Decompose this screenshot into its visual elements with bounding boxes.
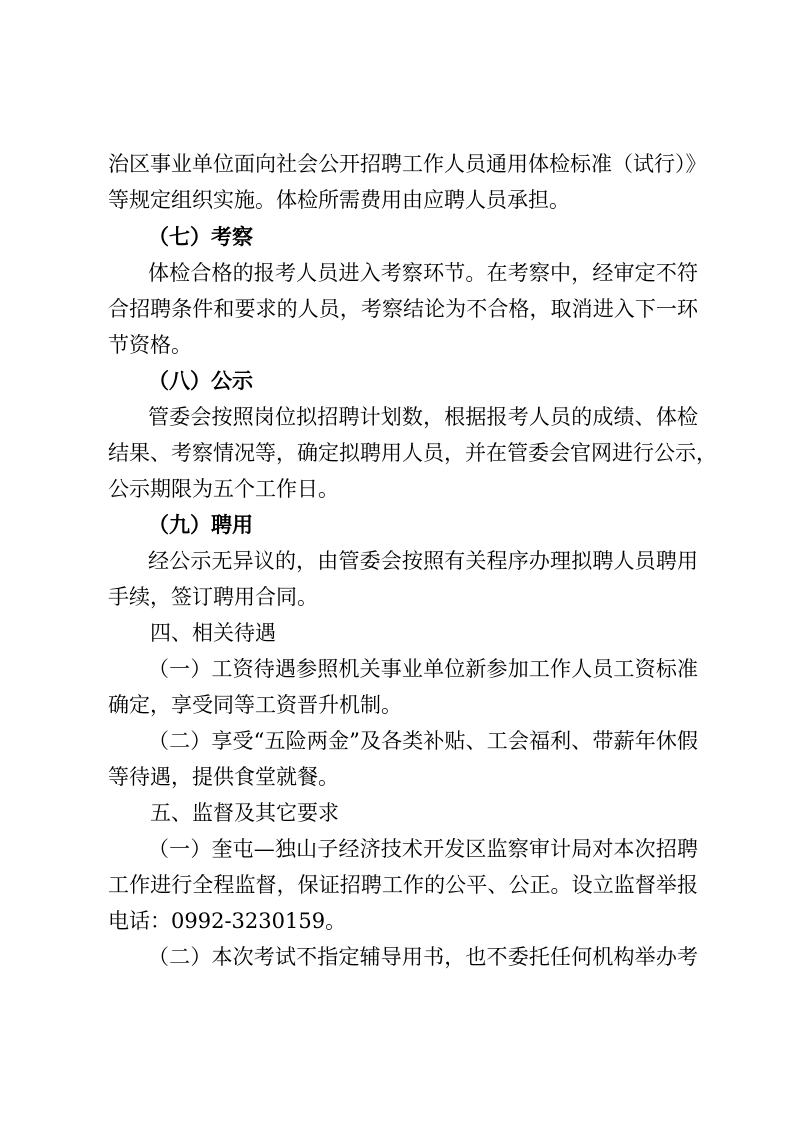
- paragraph-line: 确定，享受同等工资晋升机制。: [108, 693, 402, 717]
- section-heading-benefits: 四、相关待遇: [150, 621, 276, 645]
- paragraph-line: 等待遇，提供食堂就餐。: [108, 765, 339, 789]
- paragraph-line: 节资格。: [108, 333, 192, 357]
- paragraph-line: 管委会按照岗位拟招聘计划数，根据报考人员的成绩、体检: [148, 405, 698, 429]
- paragraph-line: 结果、考察情况等，确定拟聘用人员，并在管委会官网进行公示，: [108, 441, 717, 465]
- paragraph-line: （一）工资待遇参照机关事业单位新参加工作人员工资标准: [148, 657, 698, 681]
- paragraph-line: （二）本次考试不指定辅导用书，也不委托任何机构举办考: [148, 945, 698, 969]
- paragraph-line: 合招聘条件和要求的人员，考察结论为不合格，取消进入下一环: [108, 297, 698, 321]
- paragraph-line: 经公示无异议的，由管委会按照有关程序办理拟聘人员聘用: [148, 549, 698, 573]
- paragraph-line: 工作进行全程监督，保证招聘工作的公平、公正。设立监督举报: [108, 873, 698, 897]
- paragraph-line: 电话：0992-3230159。: [108, 909, 347, 933]
- paragraph-line: 治区事业单位面向社会公开招聘工作人员通用体检标准（试行）》: [108, 152, 707, 176]
- section-heading-supervision: 五、监督及其它要求: [150, 801, 339, 825]
- paragraph-line: （一）奎屯—独山子经济技术开发区监察审计局对本次招聘: [148, 837, 698, 861]
- subsection-heading-employment: （九）聘用: [148, 512, 253, 537]
- paragraph-line: （二）享受“五险两金”及各类补贴、工会福利、带薪年休假: [148, 729, 698, 753]
- paragraph-line: 体检合格的报考人员进入考察环节。在考察中，经审定不符: [148, 261, 698, 285]
- paragraph-line: 手续，签订聘用合同。: [108, 585, 318, 609]
- subsection-heading-inspection: （七）考察: [148, 224, 253, 249]
- paragraph-line: 公示期限为五个工作日。: [108, 477, 339, 501]
- subsection-heading-publicity: （八）公示: [148, 368, 253, 393]
- paragraph-line: 等规定组织实施。体检所需费用由应聘人员承担。: [108, 188, 570, 212]
